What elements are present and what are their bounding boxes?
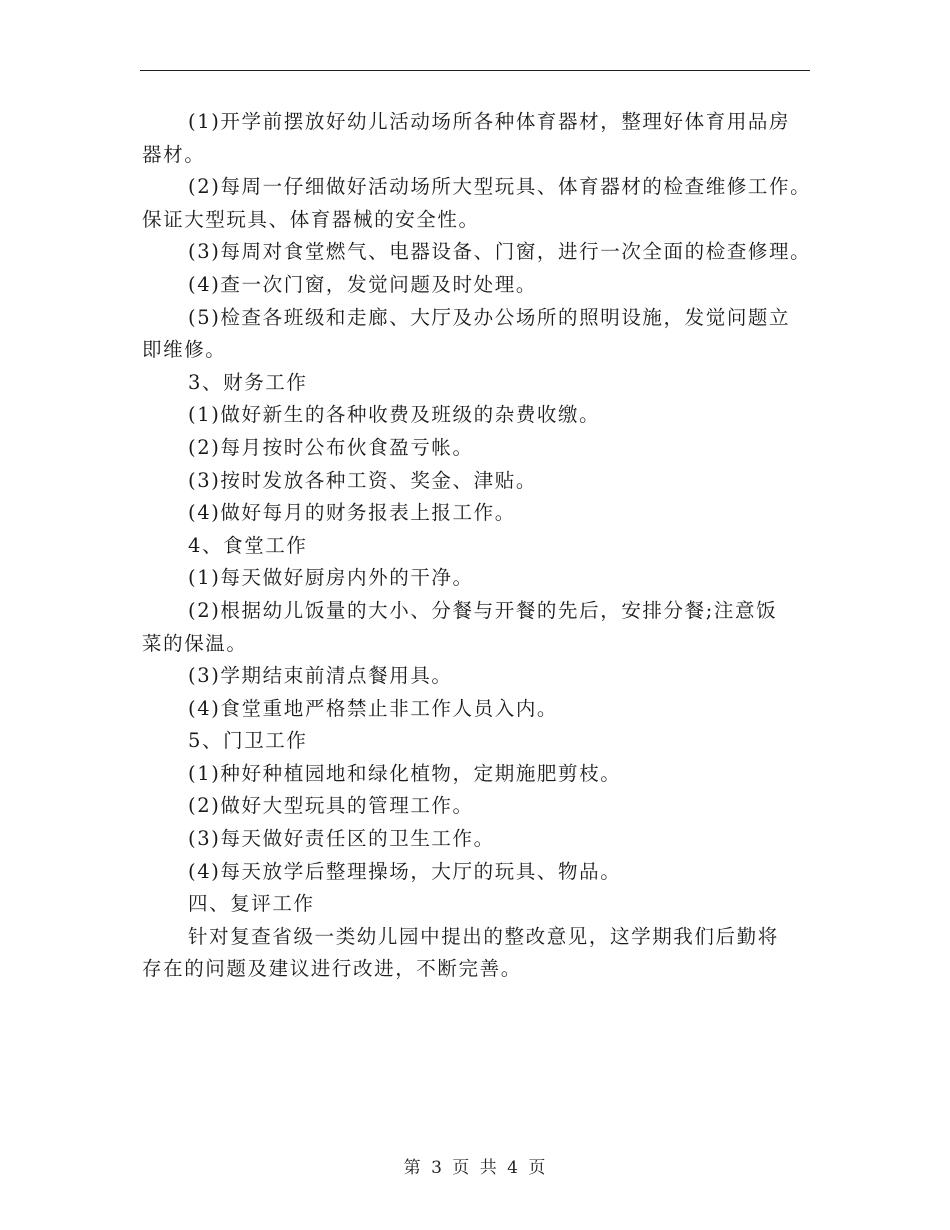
text-line: (3)每天做好责任区的卫生工作。 bbox=[188, 827, 495, 851]
text-line: (1)开学前摆放好幼儿活动场所各种体育器材，整理好体育用品房 bbox=[188, 110, 791, 133]
footer-total-pages: 4 bbox=[507, 1158, 519, 1178]
text-line: (3)学期结束前清点餐用具。 bbox=[188, 664, 453, 688]
header-rule bbox=[140, 70, 810, 71]
text-line: (1)做好新生的各种收费及班级的杂费收缴。 bbox=[188, 403, 601, 427]
text-line: 存在的问题及建议进行改进，不断完善。 bbox=[142, 957, 522, 981]
text-line: (1)种好种植园地和绿化植物，定期施肥剪枝。 bbox=[188, 761, 622, 785]
text-line: (4)食堂重地严格禁止非工作人员入内。 bbox=[188, 696, 559, 720]
text-line: (4)每天放学后整理操场，大厅的玩具、物品。 bbox=[188, 859, 622, 883]
text-line: (3)每周对食堂燃气、电器设备、门窗，进行一次全面的检查修理。 bbox=[188, 240, 812, 264]
page-footer bbox=[0, 1153, 950, 1178]
text-line: (5)检查各班级和走廊、大厅及办公场所的照明设施，发觉问题立 bbox=[188, 305, 791, 329]
footer-prefix: 第 bbox=[403, 1158, 422, 1178]
footer-suffix: 页 bbox=[528, 1158, 547, 1178]
text-line: (4)做好每月的财务报表上报工作。 bbox=[188, 501, 516, 525]
text-line: 针对复查省级一类幼儿园中提出的整改意见，这学期我们后勤将 bbox=[188, 924, 779, 948]
text-line: (3)按时发放各种工资、奖金、津贴。 bbox=[188, 468, 537, 492]
text-line: 即维修。 bbox=[142, 338, 227, 362]
text-line: (1)每天做好厨房内外的干净。 bbox=[188, 566, 474, 590]
text-line: 3、财务工作 bbox=[188, 370, 308, 394]
text-line: (2)每月按时公布伙食盈亏帐。 bbox=[188, 435, 474, 459]
text-line: (4)查一次门窗，发觉问题及时处理。 bbox=[188, 272, 537, 296]
text-line: (2)做好大型玩具的管理工作。 bbox=[188, 794, 474, 818]
text-line: 器材。 bbox=[142, 142, 206, 166]
footer-page-number: 3 bbox=[431, 1158, 443, 1178]
footer-middle: 页 共 bbox=[452, 1158, 498, 1178]
text-line: 5、门卫工作 bbox=[188, 729, 308, 753]
document-body bbox=[142, 106, 814, 986]
text-line: 菜的保温。 bbox=[142, 631, 248, 655]
text-line: (2)每周一仔细做好活动场所大型玩具、体育器材的检查维修工作。 bbox=[188, 175, 812, 199]
text-line: 保证大型玩具、体育器械的安全性。 bbox=[142, 207, 480, 231]
text-line: (2)根据幼儿饭量的大小、分餐与开餐的先后，安排分餐;注意饭 bbox=[188, 598, 778, 622]
text-line: 四、复评工作 bbox=[188, 892, 315, 916]
text-line: 4、食堂工作 bbox=[188, 533, 308, 557]
